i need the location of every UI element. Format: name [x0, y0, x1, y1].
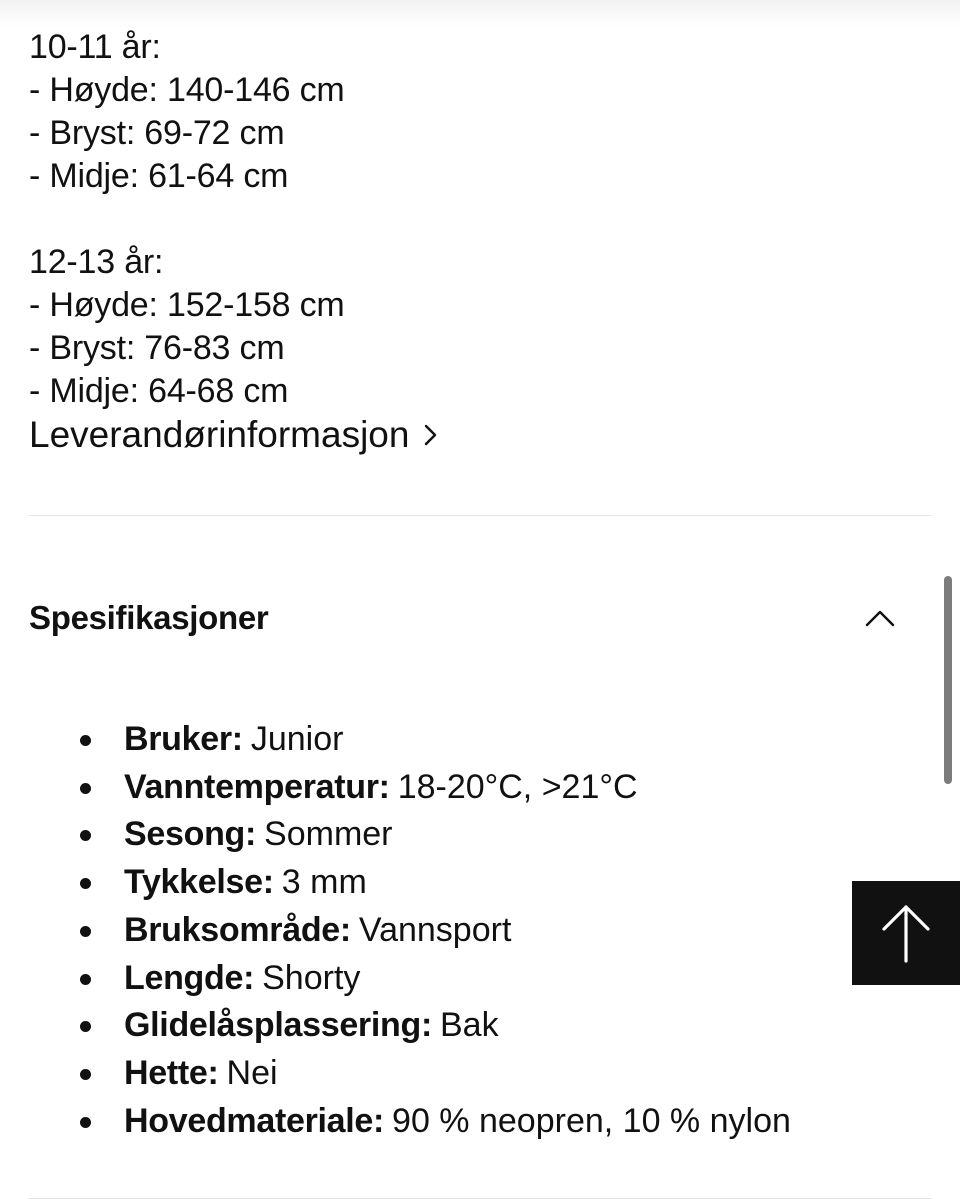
spec-key: Hovedmateriale: — [124, 1101, 385, 1140]
spec-key: Glidelåsplassering: — [124, 1006, 432, 1045]
spec-value: Junior — [250, 720, 344, 758]
spec-item-zipper-placement — [80, 1002, 791, 1050]
bullet-icon — [80, 830, 91, 841]
spec-key: Hette: — [124, 1053, 219, 1092]
spec-item-main-material — [80, 1098, 791, 1146]
bullet-icon — [80, 1069, 91, 1080]
spec-item-use-area — [80, 907, 791, 955]
chevron-up-icon[interactable] — [863, 607, 897, 629]
spec-item-user — [80, 716, 791, 764]
spec-item-water-temperature — [80, 764, 791, 812]
spec-key: Vanntemperatur: — [124, 767, 390, 806]
bullet-icon — [80, 783, 91, 794]
spec-item-hood — [80, 1050, 791, 1098]
size-guide-12-13 — [29, 241, 345, 413]
size-chest: - Bryst: 76-83 cm — [29, 329, 285, 367]
size-waist: - Midje: 64-68 cm — [29, 372, 289, 410]
spec-value: 3 mm — [281, 863, 367, 902]
size-heading: 10-11 år: — [29, 28, 161, 66]
spec-item-thickness — [80, 859, 791, 907]
arrow-up-icon — [878, 901, 934, 965]
top-fade — [0, 0, 960, 28]
size-height: - Høyde: 152-158 cm — [29, 286, 345, 324]
section-divider — [29, 1198, 931, 1199]
scrollbar-thumb[interactable] — [944, 576, 952, 784]
spec-value: 90 % neopren, 10 % nylon — [392, 1101, 791, 1140]
spec-value: Bak — [439, 1006, 499, 1045]
spec-value: Nei — [226, 1053, 278, 1092]
spec-item-length — [80, 955, 791, 1003]
spec-value: 18-20°C, >21°C — [397, 767, 638, 806]
bullet-icon — [80, 1117, 91, 1128]
size-chest: - Bryst: 69-72 cm — [29, 114, 285, 152]
size-heading: 12-13 år: — [29, 243, 164, 281]
spec-value: Vannsport — [358, 910, 512, 949]
spec-item-season — [80, 811, 791, 859]
spec-value: Sommer — [264, 815, 393, 854]
spec-key: Sesong: — [124, 815, 257, 854]
spec-key: Bruksområde: — [124, 910, 351, 949]
spec-key: Lengde: — [124, 958, 255, 997]
supplier-info-link[interactable] — [29, 411, 441, 459]
bullet-icon — [80, 974, 91, 985]
size-waist: - Midje: 61-64 cm — [29, 157, 289, 195]
bullet-icon — [80, 1021, 91, 1032]
size-guide-10-11 — [29, 26, 345, 198]
supplier-info-label: Leverandørinformasjon — [29, 414, 410, 455]
spec-key: Tykkelse: — [124, 863, 274, 902]
section-divider — [29, 515, 931, 516]
spec-key: Bruker: — [124, 720, 243, 758]
specifications-list — [80, 716, 791, 1145]
size-height: - Høyde: 140-146 cm — [29, 71, 345, 109]
spec-value: Shorty — [262, 958, 361, 997]
bullet-icon — [80, 878, 91, 889]
bullet-icon — [80, 735, 91, 746]
specifications-header[interactable] — [29, 590, 909, 646]
back-to-top-button[interactable] — [852, 881, 960, 985]
bullet-icon — [80, 926, 91, 937]
chevron-right-icon — [419, 422, 441, 448]
specifications-title: Spesifikasjoner — [29, 599, 269, 636]
